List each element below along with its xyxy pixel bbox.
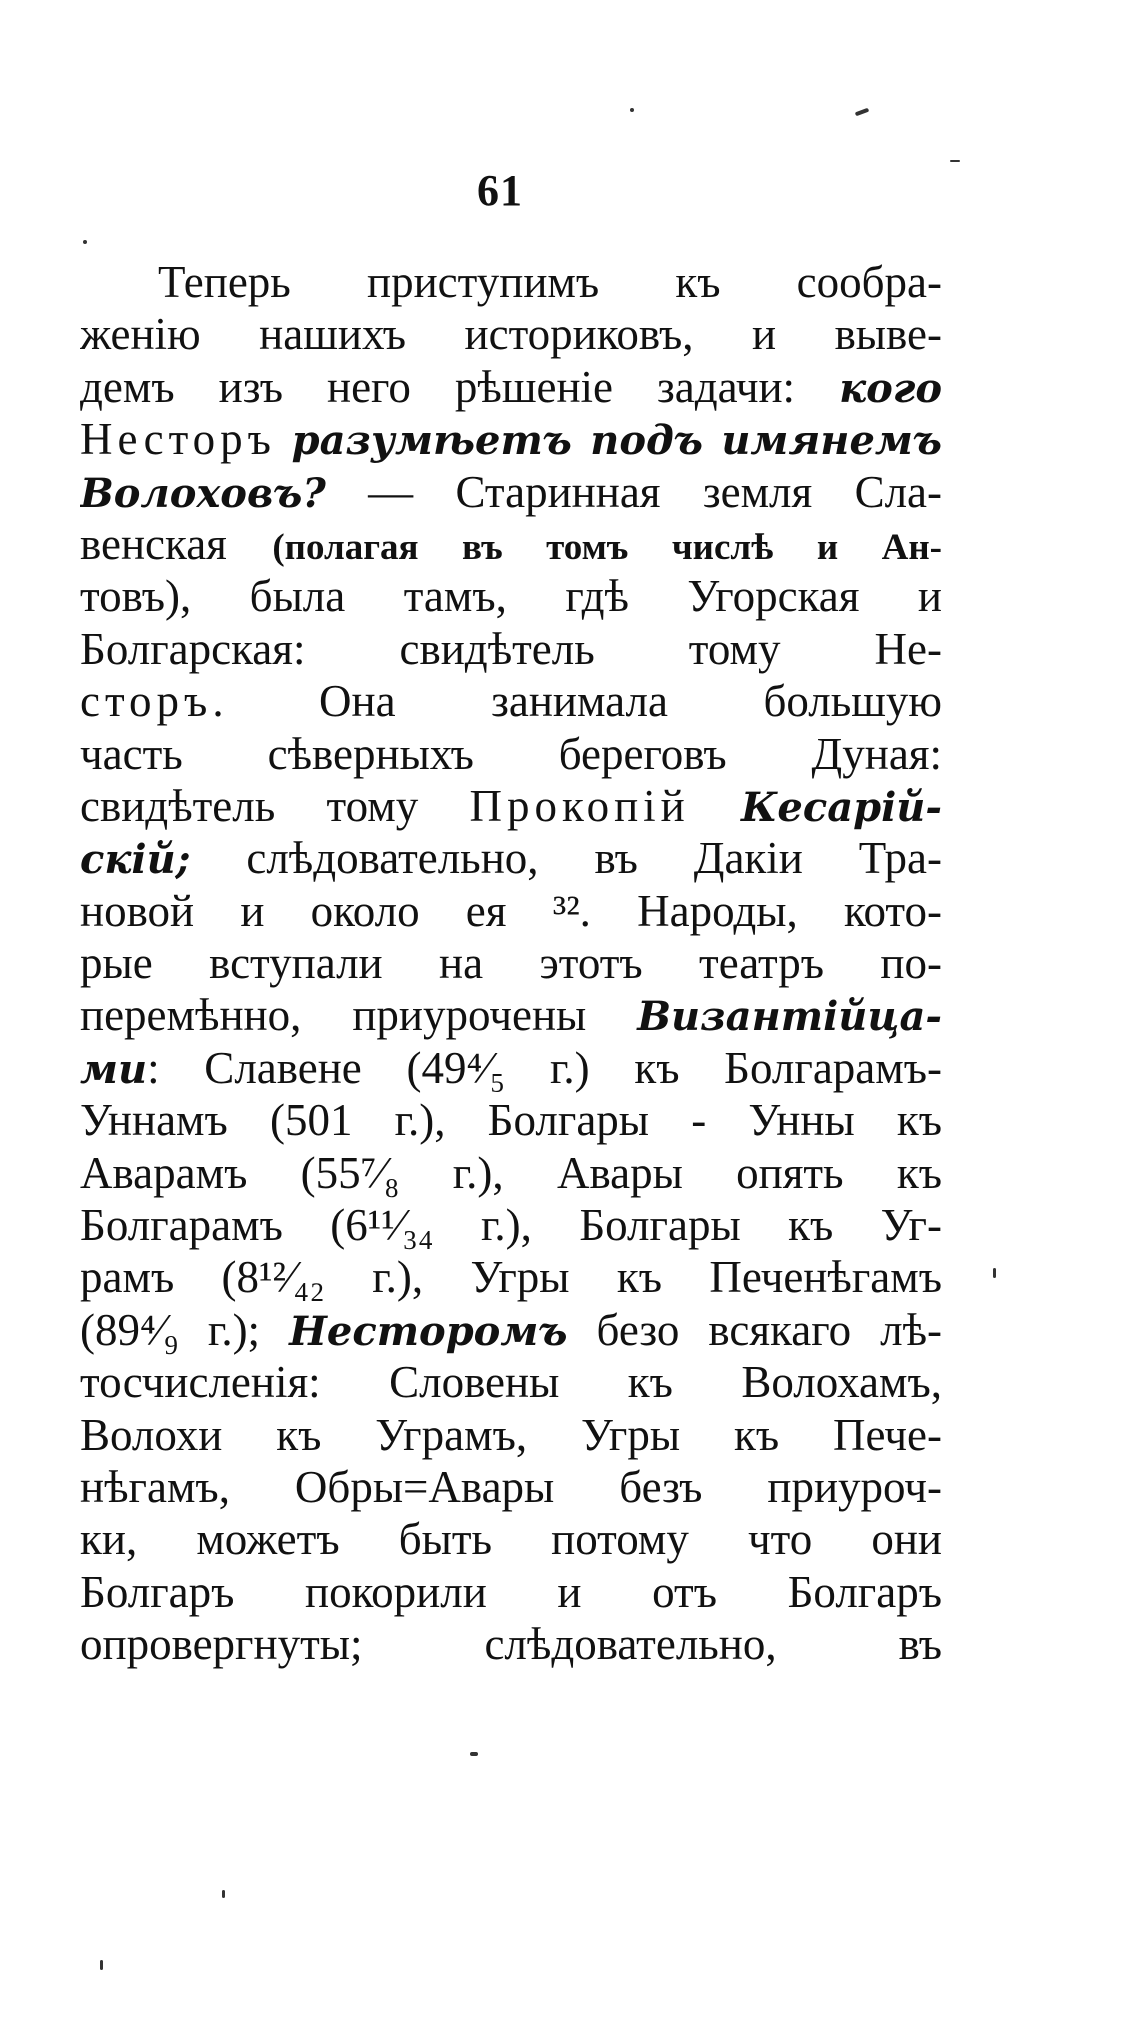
- scan-speck: [222, 1890, 225, 1898]
- page-number: 61: [477, 166, 523, 215]
- italic-word: Византійца-: [637, 993, 942, 1041]
- small-text: (полагая въ томъ числѣ и Ан-: [272, 526, 942, 568]
- text-line: [80, 413, 942, 465]
- scan-speck: [100, 1960, 103, 1970]
- text-line: (89⁴⁄₉ г.); Несторомъ безо всякаго лѣ-: [80, 1304, 942, 1355]
- italic-phrase: разумѣетъ подъ имянемъ: [291, 417, 942, 465]
- body-text: [80, 256, 942, 1671]
- scan-speck: [470, 1752, 478, 1756]
- text-line: перемѣнно, приурочены Византійца-: [80, 990, 942, 1041]
- text-line: ми: Славене (49⁴⁄₅ г.) къ Болгарамъ-: [80, 1042, 942, 1093]
- text-line: Волоховъ? — Старинная земля Сла-: [80, 466, 942, 517]
- text-line: Уннамъ (501 г.), Болгары - Унны къ: [80, 1095, 942, 1146]
- spaced-name: сторъ: [80, 676, 213, 727]
- text-line: демъ изъ него рѣшеніе задачи: кого: [80, 361, 942, 412]
- scan-speck: [950, 160, 960, 162]
- text-line: венская (полагая въ томъ числѣ и Ан-: [80, 518, 942, 569]
- text-line: женію нашихъ историковъ, и выве-: [80, 309, 942, 360]
- text-line: товъ), была тамъ, гдѣ Угорская и: [80, 571, 942, 622]
- text-line: свидѣтель тому Прокопій Кесарій-: [80, 780, 942, 831]
- text-line: опровергнуты; слѣдовательно, въ: [80, 1619, 942, 1670]
- italic-word: Волоховъ?: [80, 469, 326, 517]
- text-line: ки, можетъ быть потому что они: [80, 1514, 942, 1565]
- italic-word: скій;: [80, 836, 191, 884]
- italic-word: Несторомъ: [289, 1307, 568, 1355]
- text-line: Болгарамъ (6¹¹⁄₃₄ г.), Болгары къ Уг-: [80, 1200, 942, 1251]
- text-line: Болгарская: свидѣтель тому Не-: [80, 623, 942, 674]
- text-line: нѣгамъ, Обры=Авары безъ приуроч-: [80, 1461, 942, 1512]
- text-line: Волохи къ Уграмъ, Угры къ Пече-: [80, 1409, 942, 1460]
- scan-speck: [630, 108, 634, 112]
- italic-word: ми: [80, 1045, 148, 1093]
- text-line: тосчисленія: Словены къ Волохамъ,: [80, 1357, 942, 1408]
- italic-word: кого: [839, 364, 942, 412]
- text-line: Аварамъ (55⁷⁄₈ г.), Авары опять къ: [80, 1147, 942, 1198]
- scan-speck: [83, 240, 87, 244]
- spaced-name: Несторъ: [80, 414, 276, 465]
- text-line: рые вступали на этотъ театръ по-: [80, 938, 942, 989]
- text-line: часть сѣверныхъ береговъ Дуная:: [80, 728, 942, 779]
- text-line: Болгаръ покорили и отъ Болгаръ: [80, 1566, 942, 1617]
- text-line: рамъ (8¹²⁄₄₂ г.), Угры къ Печенѣгамъ: [80, 1252, 942, 1303]
- spaced-name: Прокопій: [469, 780, 690, 831]
- scan-speck: [993, 1268, 996, 1278]
- text-line: новой и около ея ³². Народы, кото-: [80, 885, 942, 936]
- scan-speck: [855, 108, 870, 117]
- text-line: скій; слѣдовательно, въ Дакіи Тра-: [80, 833, 942, 884]
- italic-word: Кесарій-: [741, 783, 942, 831]
- text-line: Теперь приступимъ къ сообра-: [158, 257, 942, 307]
- text-line: сторъ. Она занимала большую: [80, 676, 942, 727]
